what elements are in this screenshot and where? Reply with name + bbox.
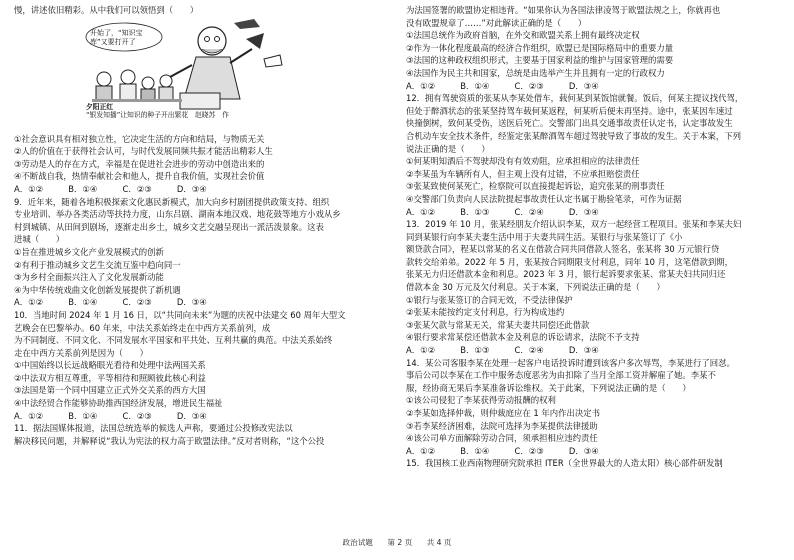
cartoon-caption-text: “银发知播”让知识的种子开出繁花 赵晓苏 作	[86, 111, 229, 120]
q10-line-2: 艺晚会在巴黎举办。60 年来，中法关系始终走在中西方关系前列，成	[14, 322, 271, 333]
q12-line-3: 快撞倒树，致何某受伤，送医后死亡。交警部门出具交通事故责任认定书，认定事故发生	[406, 118, 733, 129]
q12-option-4: ④交警部门负责向人民法院提起事故责任认定书属于勘验笔录，可作为证据	[406, 193, 682, 204]
q14-option-3: ③若李某经济困难，法院可选择为李某提供法律援助	[406, 420, 598, 431]
q11-choices: A．①② B．①④ C．②③ D．③④	[406, 80, 599, 91]
q11-option-2: ②作为一体化程度最高的经济合作组织，欧盟已是国际格局中的重要力量	[406, 42, 674, 53]
q14-line-1: 14．某公司客服李某在处理一起客户电话投诉时遭到该客户多次辱骂，李某进行了回怼。	[406, 357, 735, 368]
right-column	[406, 4, 784, 470]
q11-cont-line-2: 没有欧盟规章了……”对此解读正确的是（ ）	[406, 17, 587, 28]
q8-option-1: ①社会意识具有相对独立性，它决定生活的方向和结局，与物质无关	[14, 133, 265, 144]
q12-line-5: 说法正确的是（ ）	[406, 143, 490, 154]
q13-choices: A．①② B．①③ C．②④ D．③④	[406, 345, 599, 356]
q9-choices: A．①② B．①④ C．②③ D．③④	[14, 297, 207, 308]
q11-line-1: 11．据法国媒体报道，法国总统选举的候选人声称，要通过公投修改宪法以	[14, 423, 293, 434]
q12-line-2: 但处于醉酒状态的张某坚持驾车载何某返程，何某听后便未再坚持。途中，张某因车速过	[406, 105, 733, 116]
q13-option-2: ②张某未能按约定支付利息，行为构成违约	[406, 307, 565, 318]
q13-line-2: 同到某银行向李某夫妻生活中用于夫妻共同生活。某银行与张某签订了《小	[406, 231, 683, 242]
q10-option-2: ②中法双方相互尊重，平等相待和照顾彼此核心利益	[14, 372, 206, 383]
q9-line-4: 进城（ ）	[14, 234, 65, 245]
q10-line-3: 为不同制度、不同文化、不同发展水平国家和平共处、互利共赢的典范。中法关系始终	[14, 335, 333, 346]
footer-total: 共 4 页	[426, 538, 452, 547]
q10-line-1: 10．当地时间 2024 年 1 月 16 日，以“共同向未来”为题的庆祝中法建交 60 周年大型文	[14, 309, 346, 320]
footer-subject: 政治试题	[342, 538, 373, 547]
q9-line-1: 9．近年来，随着各地积极探索文化惠民新模式，加大向乡村剧团提供政策支持、组织	[14, 196, 330, 207]
q14-choices: A．①② B．①④ C．②③ D．③④	[406, 445, 599, 456]
q8-option-4: ④不断战自我，热情奉献社会和他人，提升自我价值，实现社会价值	[14, 171, 265, 182]
q14-option-4: ④该公司单方面解除劳动合同，须承担相应违约责任	[406, 433, 598, 444]
q12-line-4: 合机动车安全技术条件，经鉴定张某醉酒驾车超过驾驶导致了事故的发生。关于本案，下列	[406, 130, 741, 141]
cartoon-caption-title: 夕阳正红	[86, 102, 114, 111]
cartoon-caption	[86, 103, 286, 120]
q8-option-2: ②人的价值在于获得社会认可，与时代发展同频共振才能活出精彩人生	[14, 146, 273, 157]
footer-page: 第 2 页	[387, 538, 413, 547]
speech-bubble: 开始了，“知识宝库”又要打开了	[90, 28, 143, 46]
q9-option-1: ①旨在推进城乡文化产业发展模式的创新	[14, 246, 164, 257]
q8-tail: 慢，讲述依旧精彩。从中我们可以领悟到（ ）	[14, 5, 199, 15]
q11-cont-line-1: 为法国签署的欧盟协定相违背。“如果你认为各国法律凌驾于欧盟法规之上，你就再也	[406, 5, 721, 15]
q13-option-4: ④银行要求常某偿还借款本金及利息的诉讼请求，法院不予支持	[406, 332, 640, 343]
q13-line-6: 借款本金 30 万元及欠付利息。关于本案，下列说法正确的是（ ）	[406, 282, 665, 293]
q13-option-3: ③张某欠款与常某无关，常某夫妻共同偿还此借款	[406, 319, 590, 330]
q10-option-1: ①中国始终以长远战略眼光看待和处理中法两国关系	[14, 360, 206, 371]
q13-line-4: 款转交给弟弟。2022 年 5 月，张某按合同期限支付利息，同年 10 月，这笔借款到期，	[406, 256, 733, 267]
q12-choices: A．①② B．①③ C．②④ D．③④	[406, 206, 599, 217]
q11-option-4: ④法国作为民主共和国家，总统是由选举产生并且拥有一定的行政权力	[406, 67, 665, 78]
q11-line-2: 解决移民问题，并解释说“我认为宪法的权力高于欧盟法律。”反对者则称，“这个公投	[14, 435, 325, 446]
q9-option-2: ②有利于推动城乡文艺生交流互鉴中趋向同一	[14, 259, 181, 270]
q9-option-3: ③为乡村全面振兴注入了文化发展新动能	[14, 272, 164, 283]
q13-line-5: 张某无力归还借款本金和利息。2023 年 3 月，银行起诉要求张某、常某夫妇共同归还	[406, 269, 726, 280]
q13-option-1: ①银行与张某签订的合同无效，不受法律保护	[406, 294, 573, 305]
q12-line-1: 12．拥有驾驶资质的张某从李某处借车，载何某到某饭馆就餐。饭后，何某主提议找代驾，	[406, 93, 744, 104]
q9-line-2: 专业培训、举办各类活动等扶持力度，山东吕剧、湖南本地汉戏、地花鼓等地方小戏从乡	[14, 209, 341, 220]
q8-choices: A．①② B．①④ C．②③ D．③④	[14, 183, 207, 194]
q14-line-3: 服，经协商无果后李某准备诉讼维权。关于此案，下列说法正确的是（ ）	[406, 382, 691, 393]
q12-option-3: ③张某致使何某死亡，检察院可以直接提起诉讼，追究张某的刑事责任	[406, 181, 665, 192]
q11-option-1: ①法国总统作为政府首脑，在外交和欧盟关系上拥有最终决定权	[406, 30, 640, 41]
q15-line-1: 15．我国核工业西南物理研究院承担 ITER（全世界最大的人造太阳）核心部件研发制	[406, 458, 723, 469]
q10-option-4: ④中法经贸合作能够协助推西国经济发展，增进民生福祉	[14, 398, 223, 409]
q10-choices: A．①② B．①④ C．②③ D．③④	[14, 410, 207, 421]
q10-line-4: 走在中西方关系前列是因为（ ）	[14, 347, 148, 358]
q14-option-2: ②李某如选择仲裁，则仲裁庭应在 1 年内作出决定书	[406, 408, 601, 418]
q8-option-3: ③劳动是人的存在方式，幸福是在促进社会进步的劳动中创造出来的	[14, 158, 265, 169]
q13-line-1: 13．2019 年 10 月，张某经朋友介绍认识李某，双方一起经营工程项目。张某和李某夫妇	[406, 219, 742, 230]
q14-line-2: 事后公司以李某在工作中服务态度恶劣为由扣除了当月全部工资并解雇了她。李某不	[406, 370, 716, 381]
q14-option-1: ①该公司侵犯了李某获得劳动报酬的权利	[406, 395, 556, 406]
page-footer	[0, 537, 794, 548]
q13-line-3: 额贷款合同》，程某以常某的名义在借款合同共同借款人签名，张某将 30 万元银行贷	[406, 244, 720, 255]
cartoon-illustration	[84, 19, 284, 131]
q9-line-3: 村到城镇、从田间到剧场，逐渐走出乡土，城乡文艺交融呈现出一派活泼景象。这表	[14, 221, 324, 232]
left-column	[14, 4, 390, 447]
q10-option-3: ③法国是第一个同中国建立正式外交关系的西方大国	[14, 385, 206, 396]
q12-option-2: ②李某虽为车辆所有人，但主观上没有过错，不应承担赔偿责任	[406, 168, 640, 179]
q9-option-4: ④为中华传统戏曲文化创新发展提供了新机遇	[14, 284, 181, 295]
q11-option-3: ③法国的这种政权组织形式，主要基于国家利益的维护与国家管理的需要	[406, 55, 674, 66]
q12-option-1: ①何某明知酒后不驾驶却没有有效劝阻，应承担相应的法律责任	[406, 156, 640, 167]
